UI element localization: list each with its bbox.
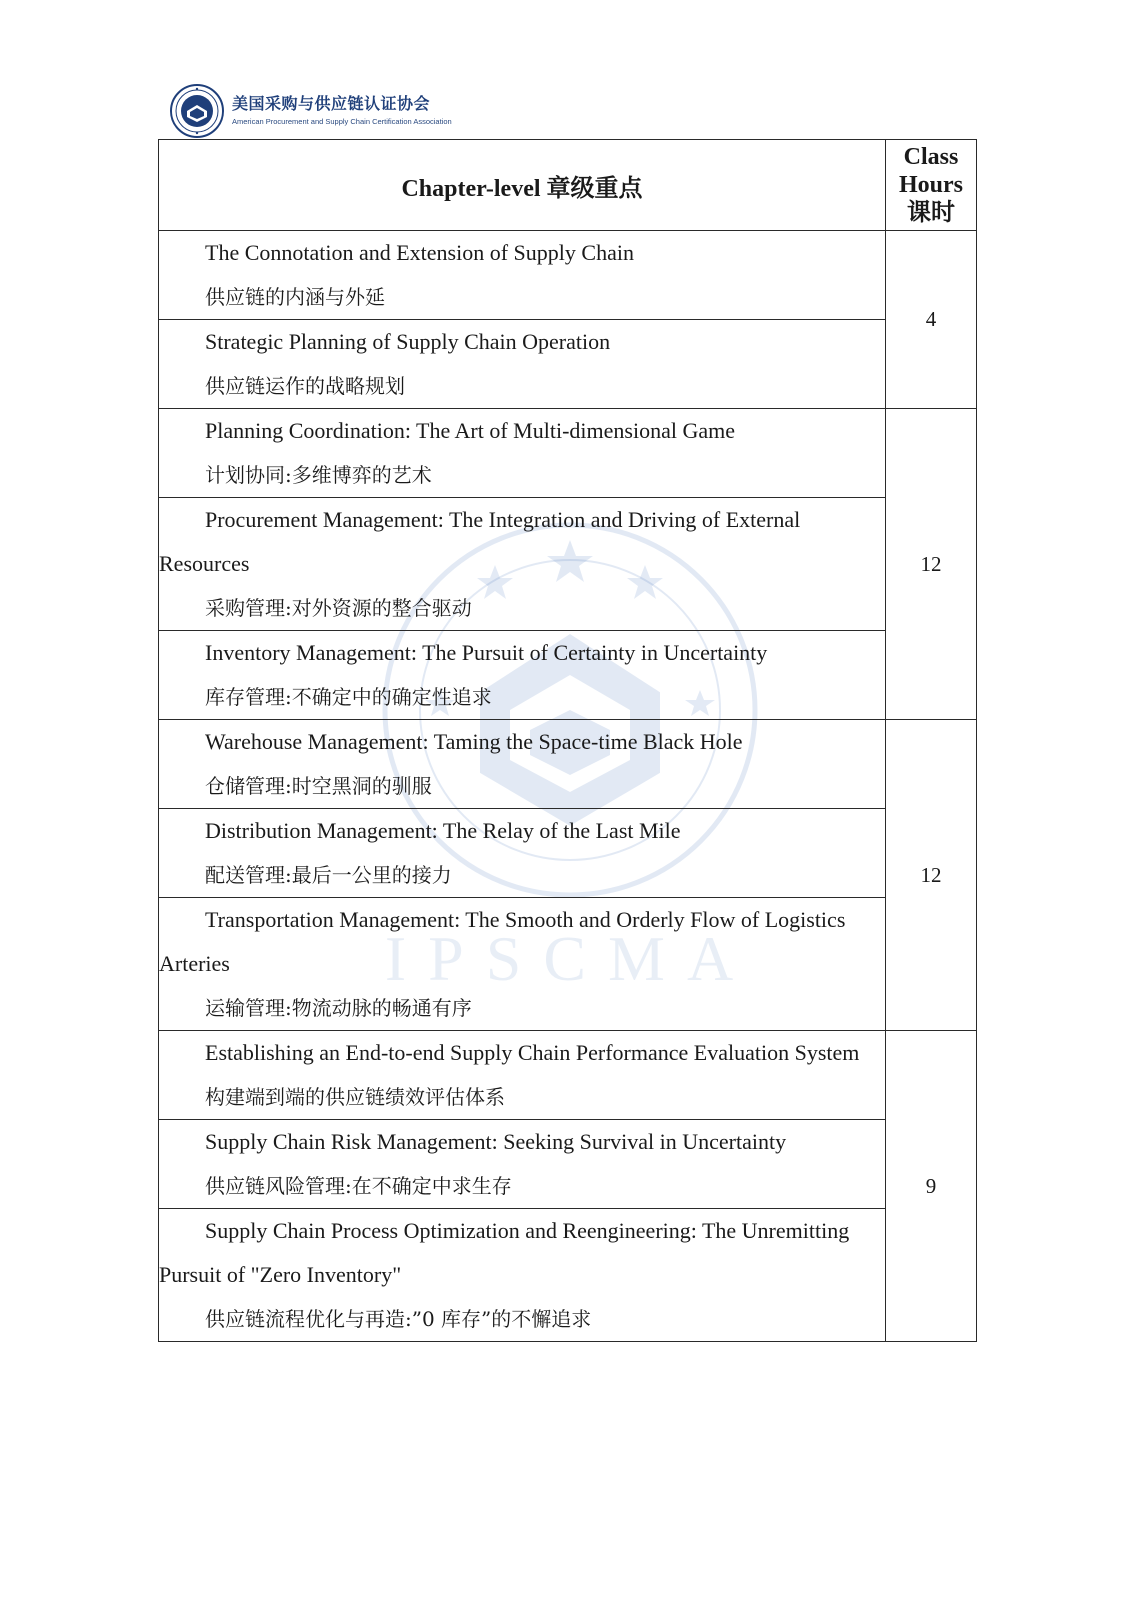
table-row: [159, 1031, 977, 1120]
chapter-title-en: Establishing an End-to-end Supply Chain Performance Evaluation System: [205, 1040, 860, 1065]
chapter-title-cn: 配送管理:最后一公里的接力: [205, 863, 452, 887]
hours-header-line3: 课时: [907, 200, 955, 226]
chapter-cell: [159, 1031, 886, 1120]
chapter-title-en: Supply Chain Risk Management: Seeking Survival in Uncertainty: [205, 1129, 787, 1154]
chapter-title-cn: 库存管理:不确定中的确定性追求: [205, 685, 492, 709]
class-hours-cell: 9: [886, 1031, 977, 1342]
chapter-cell: [159, 498, 886, 631]
table-row: [159, 498, 977, 631]
chapter-title-en: Strategic Planning of Supply Chain Operation: [205, 329, 611, 354]
chapter-title-cn: 仓储管理:时空黑洞的驯服: [205, 774, 432, 798]
chapter-cell: [159, 1209, 886, 1342]
chapter-title-cn: 构建端到端的供应链绩效评估体系: [205, 1085, 505, 1109]
chapter-title-en: Supply Chain Process Optimization and Reengineering: The Unremitting Pursuit of "Zero Inventory": [159, 1218, 850, 1287]
chapter-title-en: Transportation Management: The Smooth and Orderly Flow of Logistics Arteries: [159, 907, 846, 976]
chapter-title-en: Planning Coordination: The Art of Multi-dimensional Game: [205, 418, 735, 443]
chapter-title-cn: 计划协同:多维博弈的艺术: [205, 463, 432, 487]
syllabus-table: [158, 139, 977, 1342]
table-row: [159, 409, 977, 498]
table-row: [159, 1209, 977, 1342]
chapter-title-cn: 供应链的内涵与外延: [205, 285, 385, 309]
table-row: [159, 631, 977, 720]
class-hours-cell: 12: [886, 720, 977, 1031]
chapter-cell: [159, 231, 886, 320]
header-logo: [170, 82, 452, 140]
chapter-cell: [159, 1120, 886, 1209]
org-name-en: American Procurement and Supply Chain Certification Association: [232, 117, 452, 126]
chapter-title-en: Procurement Management: The Integration and Driving of External Resources: [159, 507, 801, 576]
hours-column-header: [886, 140, 977, 231]
logo-text-block: [232, 94, 452, 128]
class-hours-cell: 4: [886, 231, 977, 409]
table-row: [159, 1120, 977, 1209]
hours-header-line1: Class: [903, 144, 959, 170]
chapter-cell: [159, 720, 886, 809]
association-seal-icon: [170, 84, 224, 138]
chapter-title-cn: 供应链风险管理:在不确定中求生存: [205, 1174, 512, 1198]
table-row: [159, 320, 977, 409]
chapter-title-cn: 运输管理:物流动脉的畅通有序: [205, 996, 472, 1020]
chapter-cell: [159, 320, 886, 409]
chapter-title-cn: 供应链流程优化与再造:”0 库存”的不懈追求: [205, 1307, 592, 1331]
table-row: [159, 898, 977, 1031]
org-name-cn: 美国采购与供应链认证协会: [232, 94, 431, 113]
hours-header-line2: Hours: [898, 172, 963, 198]
chapter-title-en: The Connotation and Extension of Supply Chain: [205, 240, 634, 265]
table-row: [159, 720, 977, 809]
table-row: [159, 809, 977, 898]
chapter-cell: [159, 898, 886, 1031]
chapter-title-cn: 供应链运作的战略规划: [205, 374, 405, 398]
table-header-row: [159, 140, 977, 231]
chapter-cell: [159, 809, 886, 898]
chapter-title-en: Distribution Management: The Relay of the Last Mile: [205, 818, 681, 843]
chapter-title-cn: 采购管理:对外资源的整合驱动: [205, 596, 472, 620]
chapter-cell: [159, 631, 886, 720]
chapter-cell: [159, 409, 886, 498]
table-row: [159, 231, 977, 320]
chapter-title-en: Warehouse Management: Taming the Space-time Black Hole: [205, 729, 743, 754]
chapter-title-en: Inventory Management: The Pursuit of Certainty in Uncertainty: [205, 640, 768, 665]
chapter-column-header: Chapter-level 章级重点: [159, 140, 886, 231]
watermark-text: IPSCMA: [384, 923, 756, 990]
class-hours-cell: 12: [886, 409, 977, 720]
